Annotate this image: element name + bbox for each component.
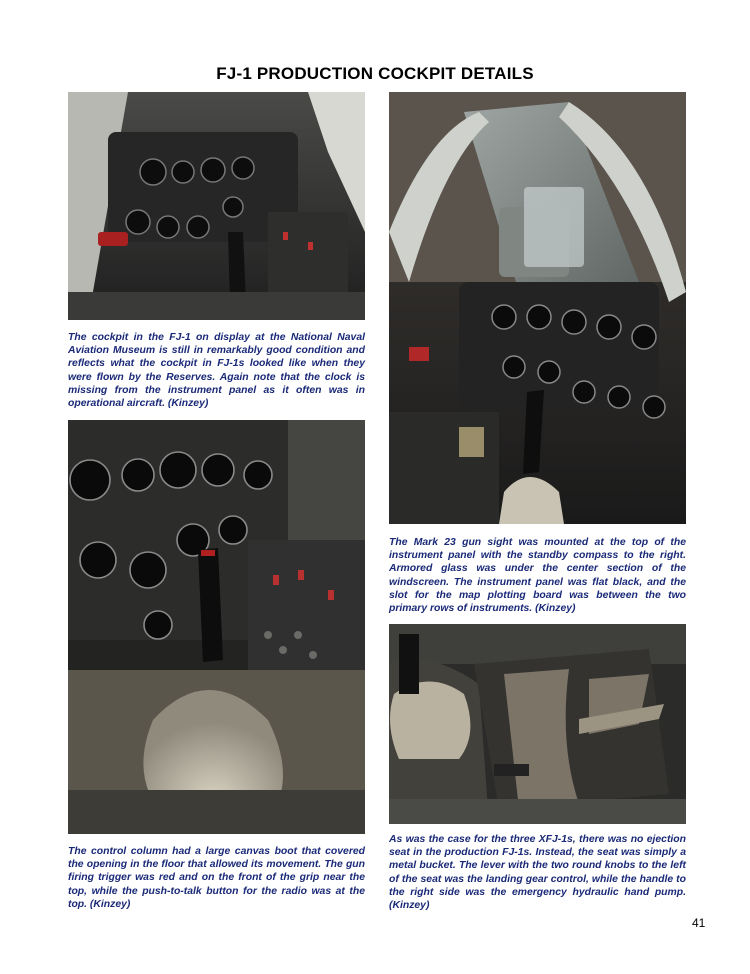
- cockpit-photo-4: [389, 624, 686, 824]
- cockpit-photo-2: [389, 92, 686, 524]
- photo-2-caption: The Mark 23 gun sight was mounted at the top of the instrument panel with the standby compass to the right. Armored glass was under the center section of the windscreen. The instrument panel was flat black, and the slot for the map plotting board was between the two primary rows of instruments. (Kinzey): [389, 537, 686, 615]
- cockpit-photo-3: [68, 420, 365, 834]
- photo-3-caption: The control column had a large canvas boot that covered the opening in the floor that allowed its movement. The gun firing trigger was red and on the front of the grip near the top, while the push-to-talk button for the radio was at the top. (Kinzey): [68, 846, 365, 910]
- page-number: 41: [692, 916, 706, 930]
- cockpit-photo-1: [68, 92, 365, 320]
- page-title: FJ-1 PRODUCTION COCKPIT DETAILS: [216, 64, 534, 83]
- photo-1-caption: The cockpit in the FJ-1 on display at the National Naval Aviation Museum is still in remarkably good condition and reflects what the cockpit in FJ-1s looked like when they were flown by the Reserves. Again note that the clock is missing from the instrument panel as it often was in operational aircraft. (Kinzey): [68, 332, 365, 410]
- photo-4-caption: As was the case for the three XFJ-1s, there was no ejection seat in the production FJ-1s. Instead, the seat was simply a metal bucket. The lever with the two round knobs to the left of the seat was the landing gear control, while the handle to the right side was the emergency hydraulic hand pump. (Kinzey): [389, 834, 686, 912]
